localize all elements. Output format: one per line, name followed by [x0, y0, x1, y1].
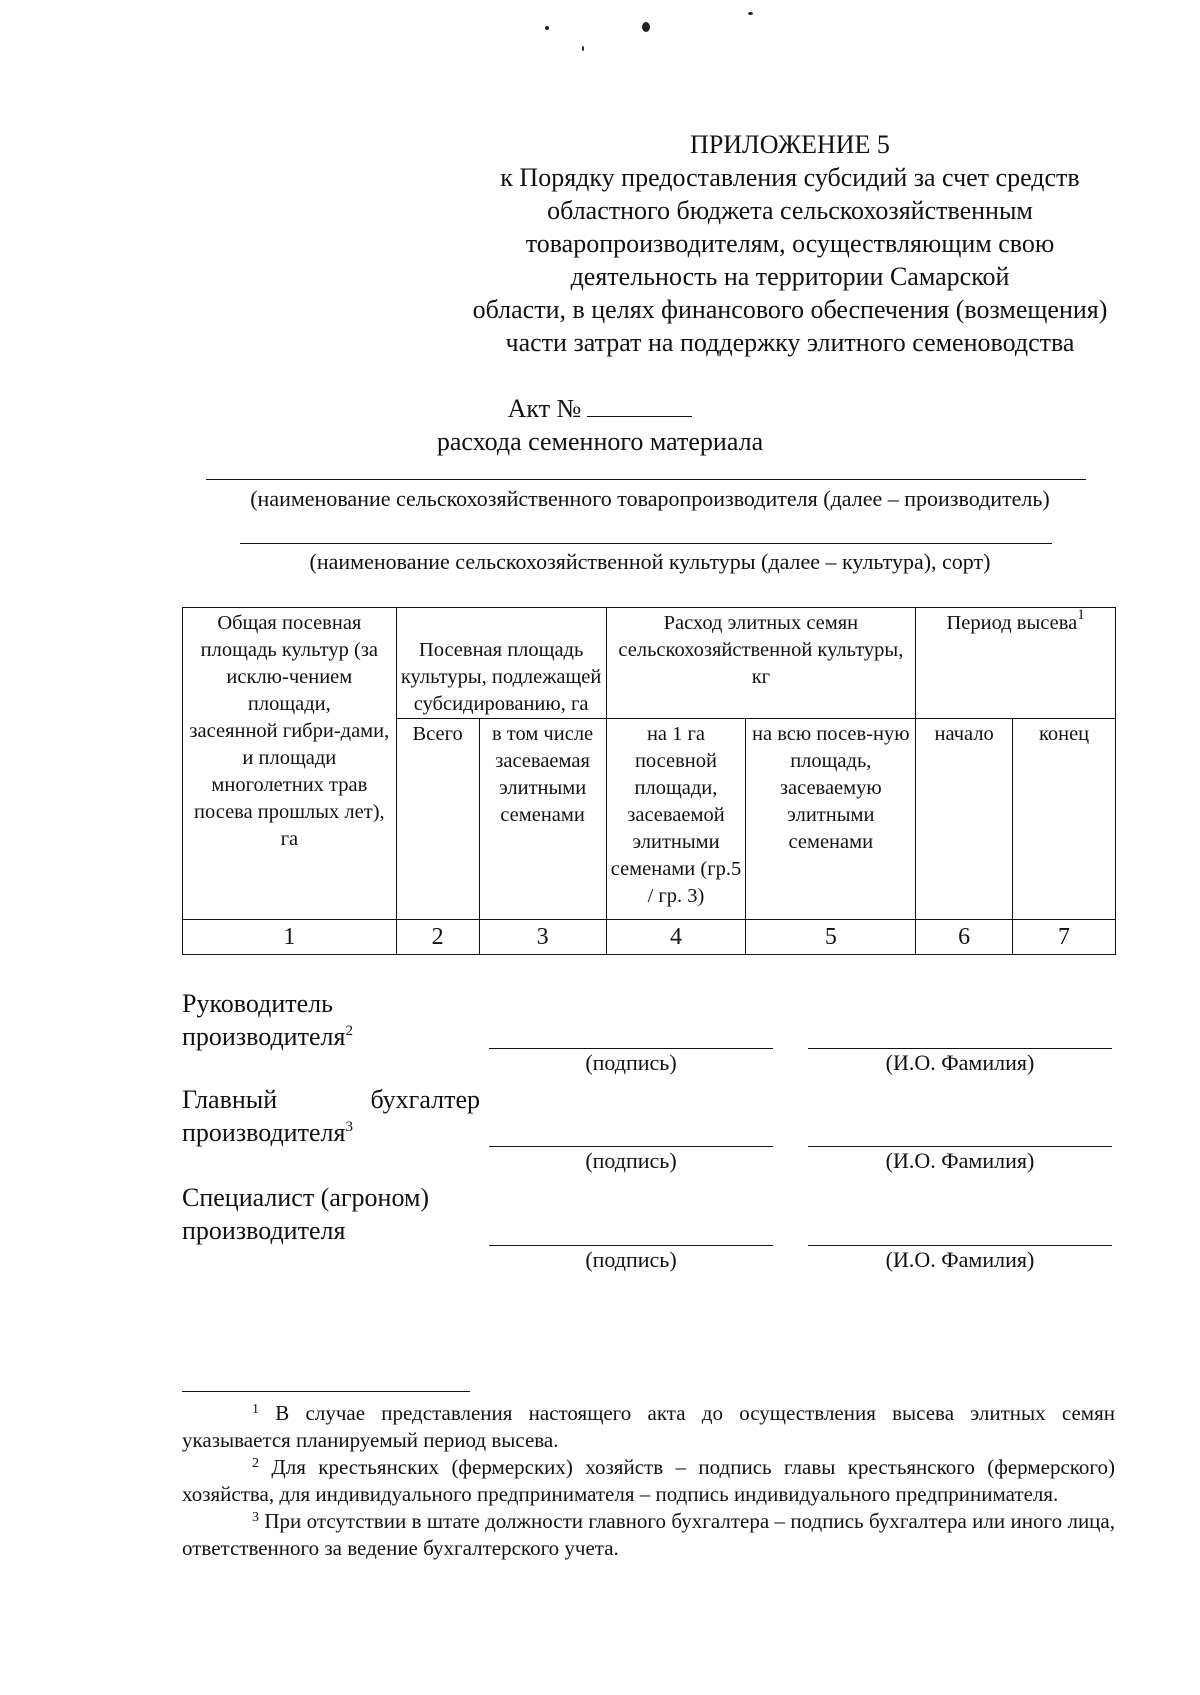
scan-speck [582, 46, 584, 51]
crop-caption: (наименование сельскохозяйственной культуры (далее – культура), сорт) [309, 549, 991, 574]
name-caption: (И.О. Фамилия) [885, 1148, 1035, 1173]
act-subtitle: расхода семенного материала [436, 427, 764, 456]
col-start-header: начало [916, 719, 1013, 920]
col-number: 3 [479, 920, 606, 955]
col-number: 7 [1013, 920, 1116, 955]
specialist-name-field[interactable] [808, 1245, 1112, 1246]
signature-caption: (подпись) [585, 1247, 677, 1272]
footnotes [182, 1400, 1115, 1562]
head-signature-label: Руководитель производителя$^2$ [182, 989, 353, 1051]
head-name-field[interactable] [808, 1048, 1112, 1049]
header-line: деятельность на территории Самарской [570, 262, 1010, 291]
footnote-2: $^2$ Для крестьянских (фермерских) хозяйств – подпись главы крестьянского (фермерского) хозяйства, для индивидуального предпринимателя – подпись индивидуального предпринимателя. [182, 1455, 1115, 1506]
footnote-3: $^3$ При отсутствии в штате должности главного бухгалтера – подпись бухгалтера или иного лица, ответственного за ведение бухгалтерского учета. [182, 1509, 1115, 1560]
header-line: товаропроизводителям, осуществляющим свою [525, 229, 1055, 258]
head-signature-field[interactable] [489, 1048, 773, 1049]
group-sowing-period-header: Период высева$^1$ [916, 608, 1116, 719]
name-caption: (И.О. Фамилия) [885, 1247, 1035, 1272]
seed-consumption-table [182, 607, 1116, 955]
col-number: 6 [916, 920, 1013, 955]
scan-speck [642, 22, 650, 32]
col-total-area-header: Общая посевная площадь культур (за исклю-чением площади, засеянной гибри-дами, и площади многолетних трав посева прошлых лет), га [183, 608, 397, 920]
accountant-signature-label: Главный бухгалтер производителя$^3$ [182, 1085, 480, 1147]
group-elite-seed-consumption-header: Расход элитных семян сельскохозяйственной культуры, кг [606, 608, 916, 719]
signature-caption: (подпись) [585, 1148, 677, 1173]
scan-speck [545, 26, 549, 30]
col-number: 5 [746, 920, 916, 955]
header-line: к Порядку предоставления субсидий за счет средств [500, 163, 1080, 192]
crop-name-field[interactable] [240, 543, 1052, 544]
name-caption: (И.О. Фамилия) [885, 1050, 1035, 1075]
producer-name-field[interactable] [206, 479, 1086, 480]
signature-caption: (подпись) [585, 1050, 677, 1075]
accountant-signature-field[interactable] [489, 1146, 773, 1147]
specialist-signature-field[interactable] [489, 1245, 773, 1246]
col-per-hectare-header: на 1 га посевной площади, засеваемой элитными семенами (гр.5 / гр. 3) [606, 719, 746, 920]
act-title: Акт № [507, 394, 582, 423]
col-number: 4 [606, 920, 746, 955]
col-whole-area-header: на всю посев-ную площадь, засеваемую элитными семенами [746, 719, 916, 920]
col-number: 1 [183, 920, 397, 955]
footnote-1: $^1$ В случае представления настоящего акта до осуществления высева элитных семян указывается планируемый период высева. [182, 1401, 1115, 1452]
specialist-signature-label: Специалист (агроном) производителя [182, 1183, 430, 1245]
header-line: областного бюджета сельскохозяйственным [547, 196, 1033, 225]
footnote-separator [182, 1391, 470, 1392]
header-line: области, в целях финансового обеспечения (возмещения) [472, 295, 1108, 324]
act-heading [0, 392, 1200, 458]
act-number-field[interactable] [587, 394, 692, 417]
group-subsidized-area-header: Посевная площадь культуры, подлежащей субсидированию, га [396, 608, 606, 719]
col-total-header: Всего [396, 719, 479, 920]
scan-speck [748, 12, 753, 15]
col-number: 2 [396, 920, 479, 955]
producer-caption: (наименование сельскохозяйственного товаропроизводителя (далее – производитель) [250, 486, 1050, 511]
col-end-header: конец [1013, 719, 1116, 920]
appendix-title: ПРИЛОЖЕНИЕ 5 [690, 130, 890, 159]
header-line: части затрат на поддержку элитного семеноводства [505, 328, 1075, 357]
accountant-name-field[interactable] [808, 1146, 1112, 1147]
col-elite-area-header: в том числе засеваемая элитными семенами [479, 719, 606, 920]
appendix-header [440, 128, 1140, 359]
